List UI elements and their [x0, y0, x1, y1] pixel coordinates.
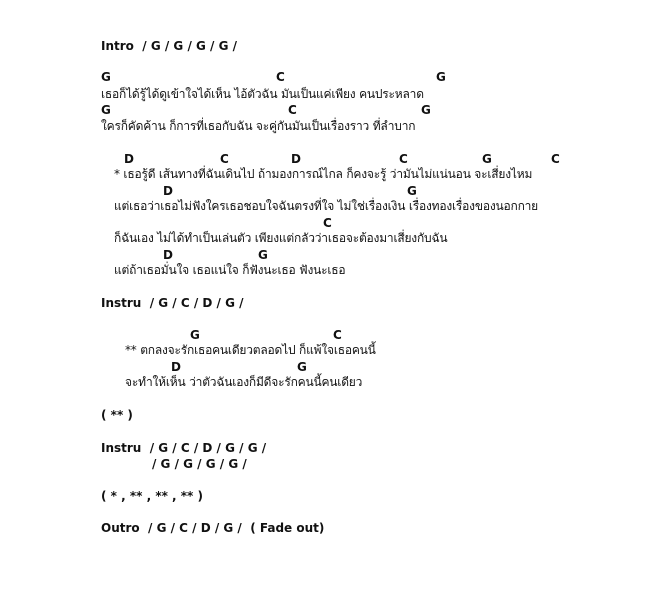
chord: G: [101, 103, 111, 117]
outro-line: [101, 521, 324, 535]
chord: C: [220, 152, 229, 166]
instru-line-2: [101, 441, 266, 455]
chord: C: [276, 70, 285, 84]
repeat-sections: ( * , ** , ** , ** ): [101, 489, 203, 503]
chord: G: [436, 70, 446, 84]
instru-label: Instru: [101, 296, 142, 310]
chord: D: [171, 360, 181, 374]
intro-line: [101, 39, 237, 53]
intro-chords: / G / G / G / G /: [142, 39, 237, 53]
outro-chords: / G / C / D / G /: [148, 521, 242, 535]
lyric-line: * เธอรู้ดี เส้นทางที่ฉันเดินไป ถ้ามองการณ์ไกล ก็คงจะรู้ ว่ามันไม่แน่นอน จะเสี่ยงไหม: [114, 167, 533, 181]
chord: D: [291, 152, 301, 166]
chord: G: [407, 184, 417, 198]
intro-label: Intro: [101, 39, 134, 53]
lyric-line: จะทำให้เห็น ว่าตัวฉันเองก็มีดีจะรักคนนี้คนเดียว: [125, 375, 363, 389]
lyric-line: เธอก็ได้รู้ได้ดูเข้าใจได้เห็น ไอ้ตัวฉัน มันเป็นแค่เพียง คนประหลาด: [101, 87, 424, 101]
chord: C: [399, 152, 408, 166]
instru-chords: / G / C / D / G /: [149, 296, 244, 310]
chord: G: [421, 103, 431, 117]
outro-label: Outro: [101, 521, 140, 535]
chord: D: [163, 248, 173, 262]
chord: C: [551, 152, 560, 166]
chord: D: [124, 152, 134, 166]
chord: G: [190, 328, 200, 342]
lyric-line: ก็ฉันเอง ไม่ได้ทำเป็นเล่นตัว เพียงแต่กลัวว่าเธอจะต้องมาเสี่ยงกับฉัน: [114, 231, 448, 245]
lyric-line: แต่เธอว่าเธอไม่ฟังใครเธอชอบใจฉันตรงที่ใจ ไม่ใช่เรื่องเงิน เรื่องทองเรื่องของนอกกาย: [114, 199, 539, 213]
instru-line-2b: / G / G / G / G /: [152, 457, 247, 471]
lyric-line: ใครก็คัดค้าน ก็การที่เธอกับฉัน จะคู่กันมันเป็นเรื่องราว ที่ลำบาก: [101, 119, 416, 133]
instru-label: Instru: [101, 441, 142, 455]
repeat-chorus: ( ** ): [101, 408, 133, 422]
instru-line-1: [101, 296, 244, 310]
chord: G: [482, 152, 492, 166]
chord: C: [333, 328, 342, 342]
chord: D: [163, 184, 173, 198]
chord: G: [258, 248, 268, 262]
lyric-line: แต่ถ้าเธอมั่นใจ เธอแน่ใจ ก็ฟังนะเธอ ฟังนะเธอ: [114, 263, 346, 277]
chord: C: [288, 103, 297, 117]
instru-chords: / G / C / D / G / G /: [149, 441, 267, 455]
chord: G: [297, 360, 307, 374]
chord: C: [323, 216, 332, 230]
outro-note: ( Fade out): [250, 521, 325, 535]
chord: G: [101, 70, 111, 84]
lyric-line: ** ตกลงจะรักเธอคนเดียวตลอดไป ก็แพ้ใจเธอคนนี้: [125, 343, 376, 357]
